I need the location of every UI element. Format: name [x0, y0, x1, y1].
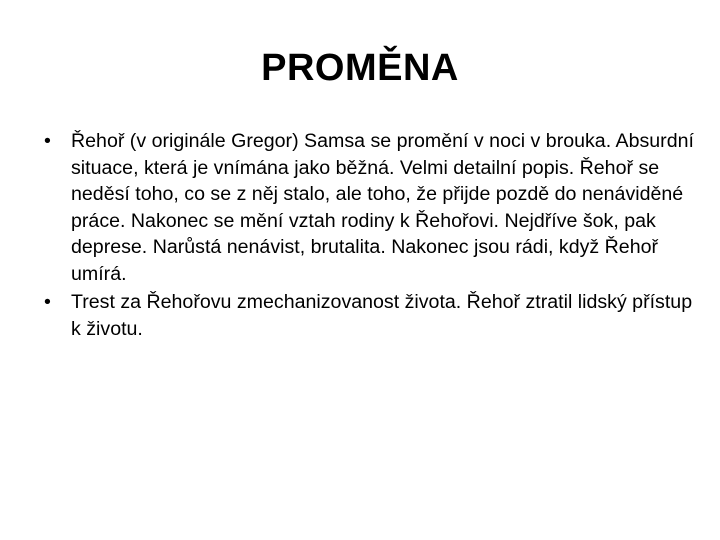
bullet-dot-icon: •: [44, 130, 51, 152]
slide-title: PROMĚNA: [261, 47, 459, 89]
bullet-text: Trest za Řehořovu zmechanizovanost života. Řehoř ztratil lidský přístup k životu.: [71, 291, 693, 340]
bullet-list: [44, 128, 694, 344]
bullet-item: [44, 128, 694, 287]
bullet-item: [44, 289, 694, 342]
bullet-text: Řehoř (v originále Gregor) Samsa se promění v noci v brouka. Absurdní situace, která je vnímána jako běžná. Velmi detailní popis. Řehoř se neděsí toho, co se z něj stalo, ale toho, že přijde pozdě do nenáviděné práce. Nakonec se mění vztah rodiny k Řehořovi. Nejdříve šok, pak deprese. Narůstá nenávist, brutalita. Nakonec jsou rádi, když Řehoř umírá.: [71, 130, 694, 285]
bullet-dot-icon: •: [44, 291, 51, 313]
